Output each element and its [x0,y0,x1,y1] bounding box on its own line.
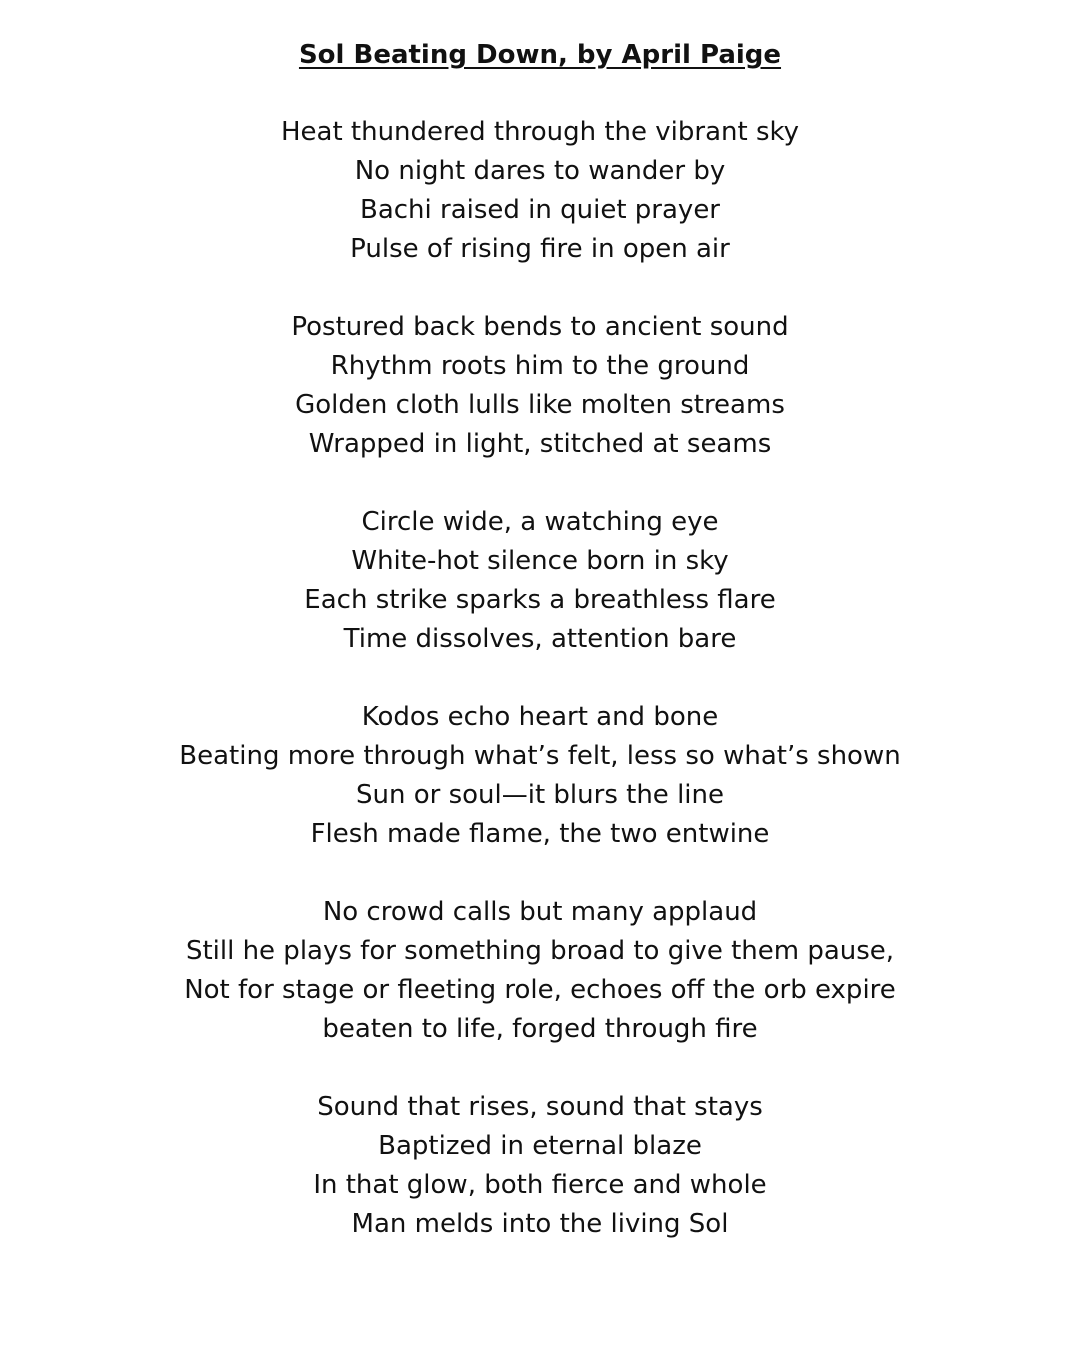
stanza-1 [0,113,1080,269]
poem-line: White-hot silence born in sky [351,546,729,576]
poem-body [0,113,1080,1283]
poem-line: Wrapped in light, stitched at seams [308,429,772,459]
poem-line: Not for stage or fleeting role, echoes off the orb expire [184,975,896,1005]
poem-line: Golden cloth lulls like molten streams [295,390,785,420]
stanza-3 [0,503,1080,659]
poem-line: No crowd calls but many applaud [322,897,758,927]
poem-line: Man melds into the living Sol [351,1209,729,1239]
poem-line: Kodos echo heart and bone [361,702,719,732]
poem-title: Sol Beating Down, by April Paige [298,40,782,70]
stanza-4 [0,698,1080,854]
poem-line: In that glow, both fierce and whole [313,1170,767,1200]
poem-line: beaten to life, forged through fire [322,1014,758,1044]
poem-line: Pulse of rising fire in open air [350,234,730,264]
stanza-6 [0,1088,1080,1244]
poem-line: Sound that rises, sound that stays [317,1092,763,1122]
poem-line: Flesh made flame, the two entwine [310,819,770,849]
poem-line: Baptized in eternal blaze [378,1131,702,1161]
poem-line: Still he plays for something broad to give them pause, [185,936,895,966]
stanza-5 [0,893,1080,1049]
poem-line: Time dissolves, attention bare [343,624,737,654]
poem-line: Beating more through what’s felt, less so what’s shown [179,741,901,771]
poem-line: No night dares to wander by [354,156,726,186]
poem-line: Circle wide, a watching eye [361,507,719,537]
poem-line: Sun or soul—it blurs the line [356,780,724,810]
poem-line: Bachi raised in quiet prayer [359,195,720,225]
stanza-2 [0,308,1080,464]
poem-line: Rhythm roots him to the ground [330,351,750,381]
poem-line: Each strike sparks a breathless flare [304,585,776,615]
poem-line: Heat thundered through the vibrant sky [280,117,800,147]
poem-line: Postured back bends to ancient sound [291,312,789,342]
